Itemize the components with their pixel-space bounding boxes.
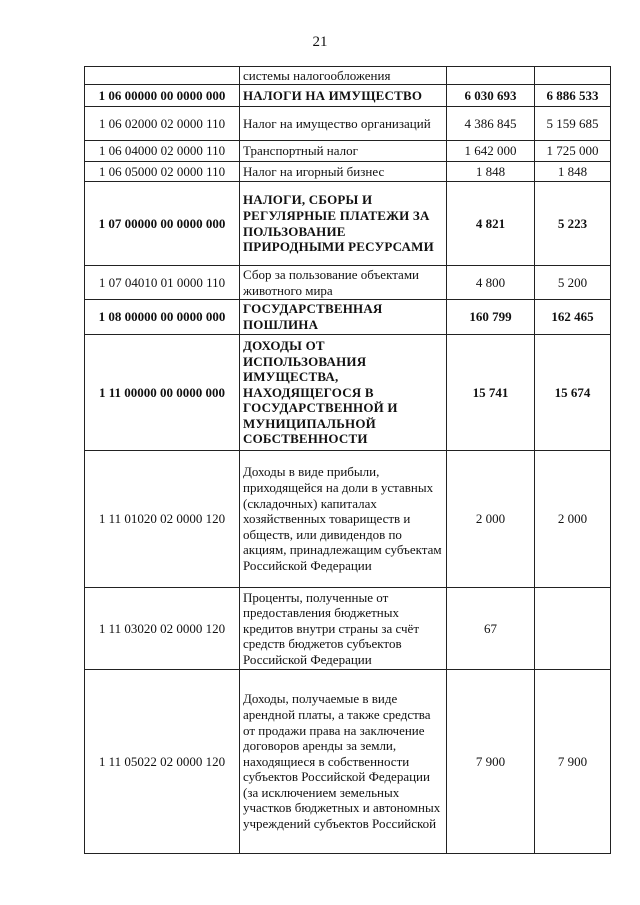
revenue-name: Сбор за пользование объектами животного мира: [240, 266, 447, 300]
value-year-1: 4 386 845: [447, 107, 535, 141]
table-row: [85, 141, 611, 162]
value-year-1: [447, 67, 535, 85]
budget-code: [85, 67, 240, 85]
table-row: [85, 335, 611, 451]
budget-code: 1 11 00000 00 0000 000: [85, 335, 240, 451]
budget-code: 1 06 00000 00 0000 000: [85, 85, 240, 107]
value-year-2: 1 725 000: [535, 141, 611, 162]
revenue-name: ДОХОДЫ ОТ ИСПОЛЬЗОВАНИЯ ИМУЩЕСТВА, НАХОДЯЩЕГОСЯ В ГОСУДАРСТВЕННОЙ И МУНИЦИПАЛЬНОЙ СОБСТВЕННОСТИ: [240, 335, 447, 451]
table-row: [85, 107, 611, 141]
revenue-name: НАЛОГИ НА ИМУЩЕСТВО: [240, 85, 447, 107]
value-year-2: 6 886 533: [535, 85, 611, 107]
table-row: [85, 67, 611, 85]
value-year-1: 1 848: [447, 162, 535, 182]
table-row: [85, 588, 611, 670]
value-year-2: 5 223: [535, 182, 611, 266]
table-row: [85, 451, 611, 588]
budget-code: 1 08 00000 00 0000 000: [85, 300, 240, 335]
revenue-name: Проценты, полученные от предоставления бюджетных кредитов внутри страны за счёт средств бюджетов субъектов Российской Федерации: [240, 588, 447, 670]
table-row: [85, 182, 611, 266]
value-year-2: 5 159 685: [535, 107, 611, 141]
value-year-2: 15 674: [535, 335, 611, 451]
revenue-name: Налог на игорный бизнес: [240, 162, 447, 182]
revenue-name: ГОСУДАРСТВЕННАЯ ПОШЛИНА: [240, 300, 447, 335]
table-row: [85, 266, 611, 300]
budget-code: 1 07 04010 01 0000 110: [85, 266, 240, 300]
budget-code: 1 06 04000 02 0000 110: [85, 141, 240, 162]
value-year-2: 162 465: [535, 300, 611, 335]
revenue-name: Доходы, получаемые в виде арендной платы, а также средства от продажи права на заключение договоров аренды за земли, находящиеся в собственности субъектов Российской Федерации (за исключением земельных участков бюджетных и автономных учреждений субъектов Российской: [240, 670, 447, 854]
revenue-name: НАЛОГИ, СБОРЫ И РЕГУЛЯРНЫЕ ПЛАТЕЖИ ЗА ПОЛЬЗОВАНИЕ ПРИРОДНЫМИ РЕСУРСАМИ: [240, 182, 447, 266]
value-year-1: 4 800: [447, 266, 535, 300]
value-year-2: 1 848: [535, 162, 611, 182]
value-year-2: [535, 67, 611, 85]
table-row: [85, 300, 611, 335]
revenue-name: Налог на имущество организаций: [240, 107, 447, 141]
value-year-2: [535, 588, 611, 670]
value-year-2: 7 900: [535, 670, 611, 854]
table-row: [85, 670, 611, 854]
budget-code: 1 11 05022 02 0000 120: [85, 670, 240, 854]
value-year-1: 15 741: [447, 335, 535, 451]
budget-code: 1 11 01020 02 0000 120: [85, 451, 240, 588]
budget-code: 1 11 03020 02 0000 120: [85, 588, 240, 670]
value-year-1: 160 799: [447, 300, 535, 335]
page-number: 21: [312, 34, 328, 50]
value-year-1: 67: [447, 588, 535, 670]
value-year-1: 2 000: [447, 451, 535, 588]
value-year-2: 2 000: [535, 451, 611, 588]
value-year-1: 1 642 000: [447, 141, 535, 162]
budget-code: 1 06 02000 02 0000 110: [85, 107, 240, 141]
table-row: [85, 162, 611, 182]
budget-revenue-table: [84, 66, 611, 854]
value-year-1: 4 821: [447, 182, 535, 266]
value-year-2: 5 200: [535, 266, 611, 300]
revenue-name: Доходы в виде прибыли, приходящейся на доли в уставных (складочных) капиталах хозяйственных товариществ и обществ, или дивидендов по акциям, принадлежащим субъектам Российской Федерации: [240, 451, 447, 588]
budget-code: 1 06 05000 02 0000 110: [85, 162, 240, 182]
revenue-name: Транспортный налог: [240, 141, 447, 162]
budget-code: 1 07 00000 00 0000 000: [85, 182, 240, 266]
value-year-1: 7 900: [447, 670, 535, 854]
revenue-name: системы налогообложения: [240, 67, 447, 85]
value-year-1: 6 030 693: [447, 85, 535, 107]
table-row: [85, 85, 611, 107]
